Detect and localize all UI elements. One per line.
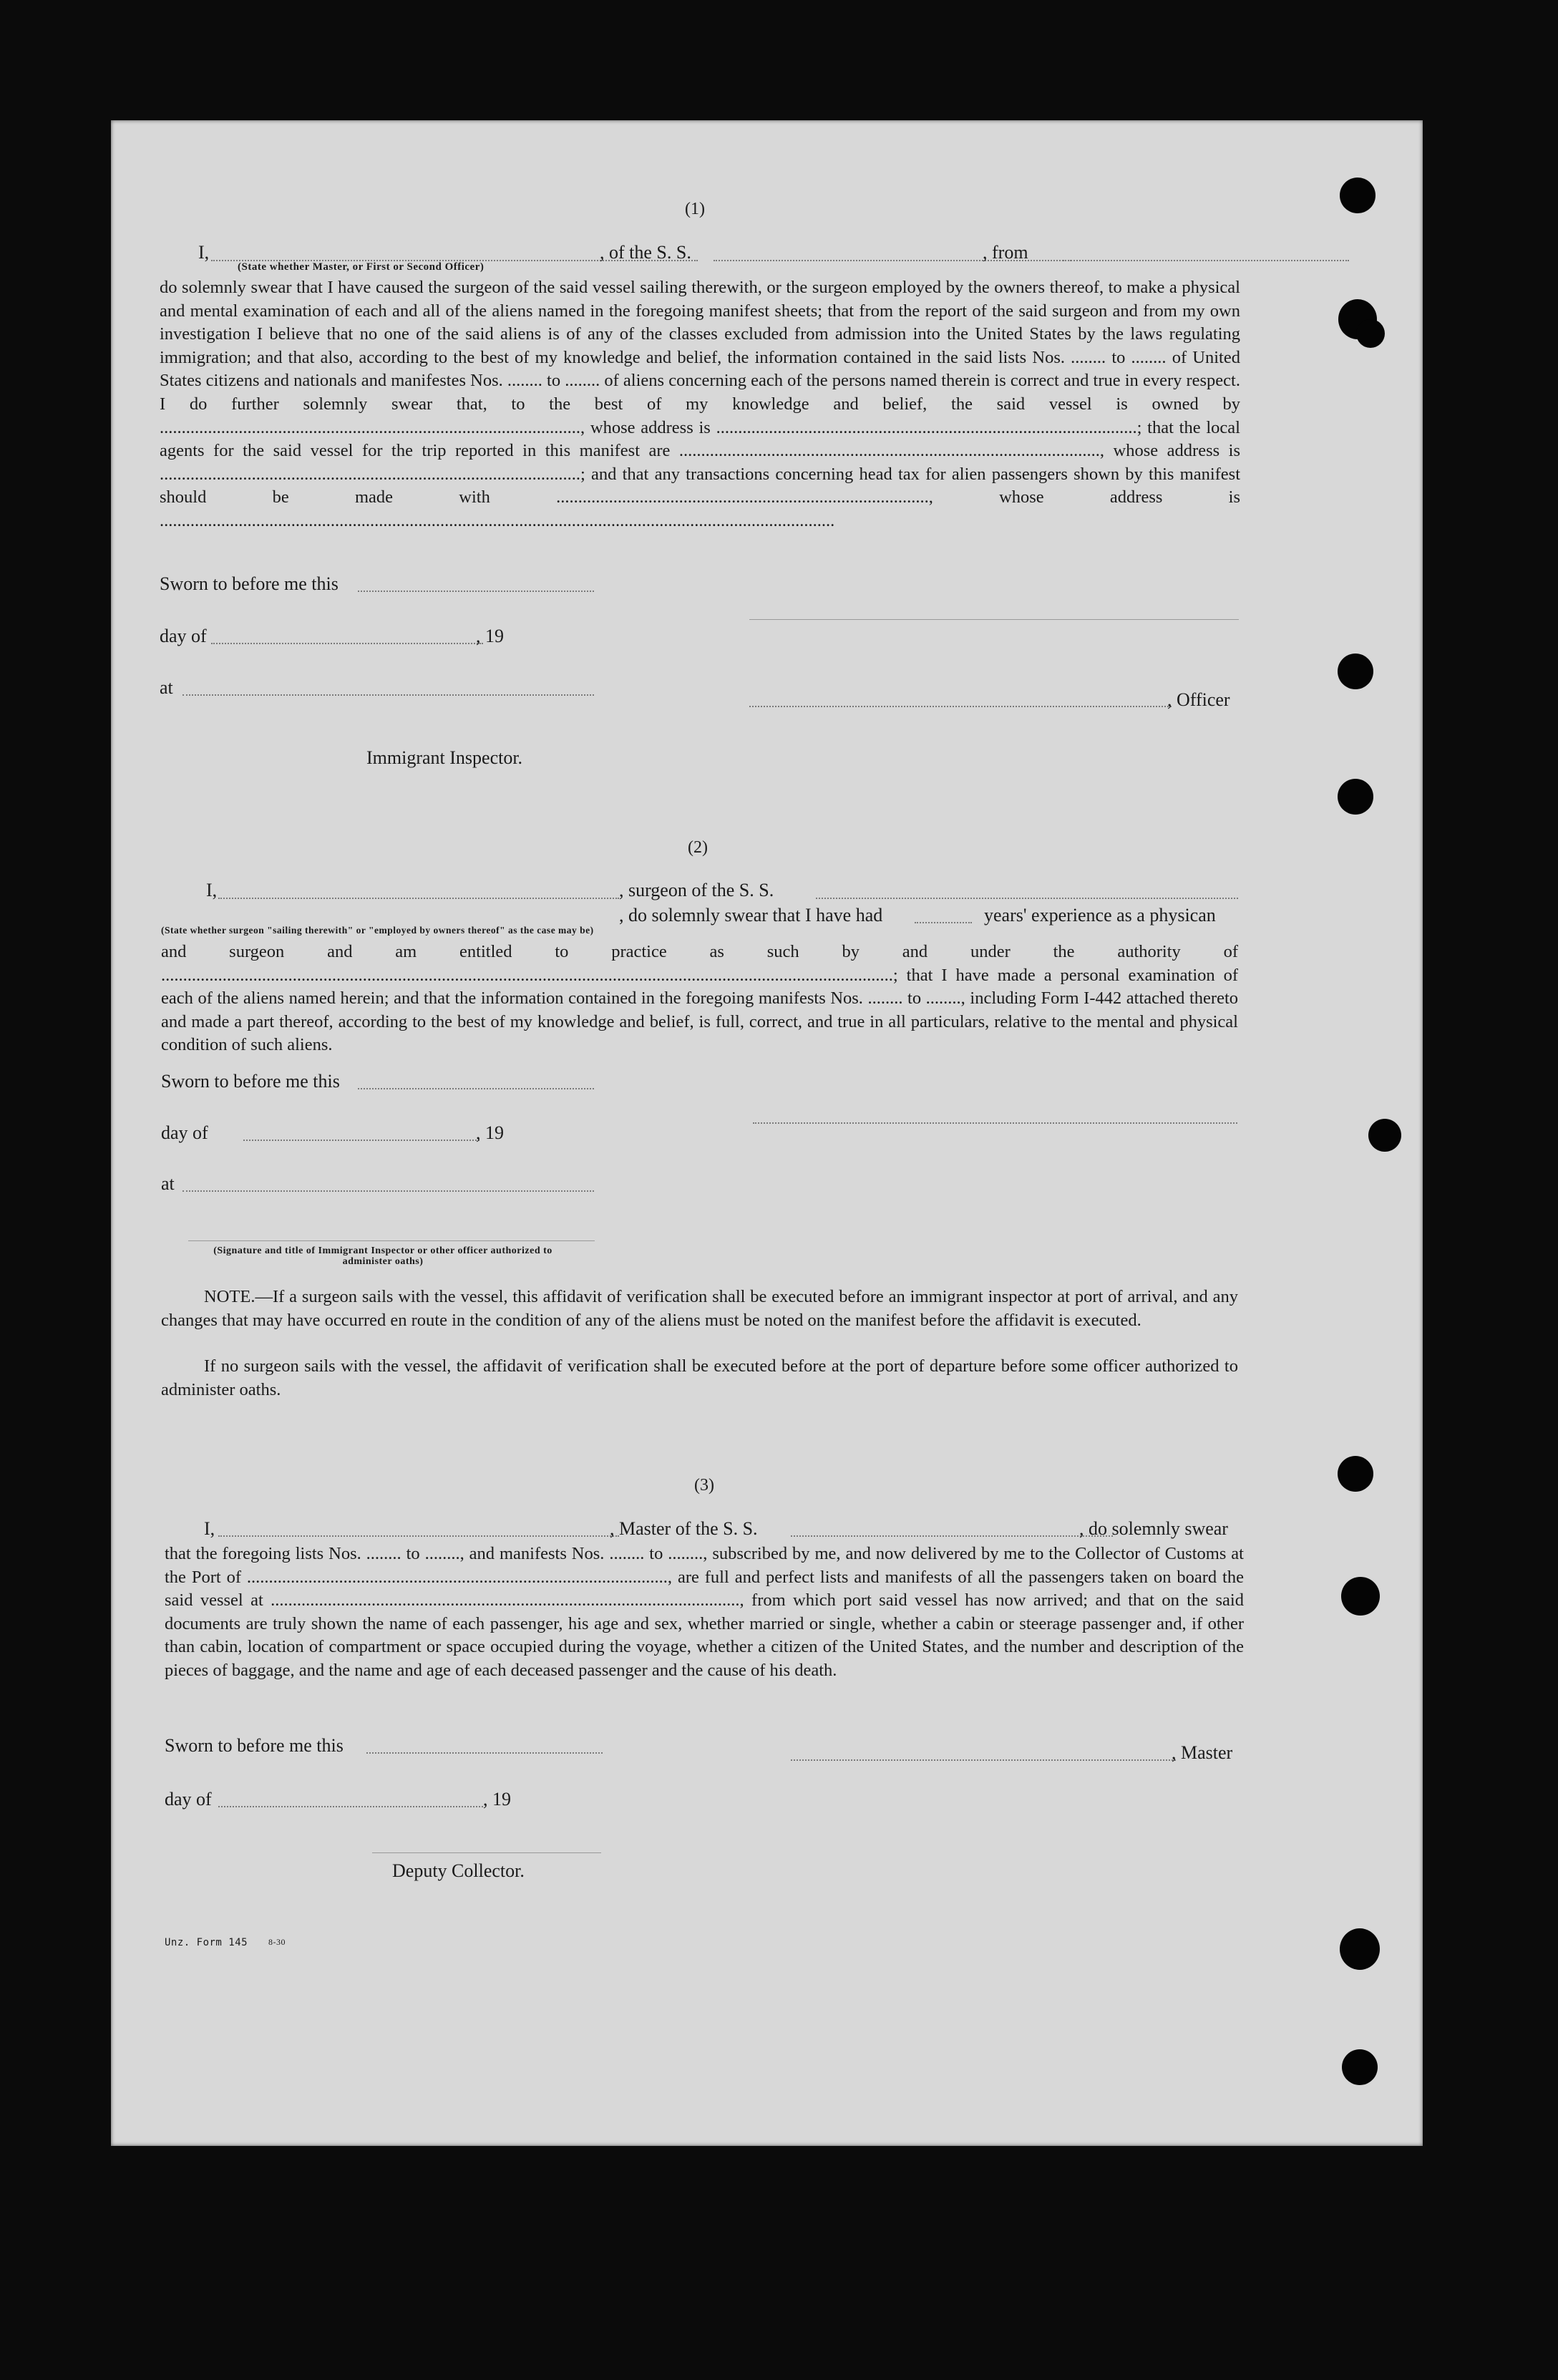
s2-day-of: day of (161, 1122, 208, 1143)
s3-vessel-blank (791, 1535, 1113, 1537)
s2-sig-line (188, 1240, 595, 1241)
form-page (111, 120, 1423, 2146)
s2-years-label: years' experience as a physican (984, 905, 1216, 926)
s3-deputy-sig-line (372, 1852, 601, 1853)
s2-at: at (161, 1173, 175, 1194)
s2-at-blank (182, 1190, 594, 1192)
punch-hole (1368, 1119, 1401, 1152)
s3-paragraph: that the foregoing lists Nos. ........ to ........, and manifests Nos. ........ to ........, subscribed by me, and now delivered by me to the Collector of Customs at the Port of ................................................................................................, are full and perfect lists and manifests of all the passengers taken on board the said vessel at ..........................................................................................................., from which port said vessel has now arrived; and that on the said documents are truly shown the name of each passenger, his age and sex, whether married or single, whether a cabin or steerage passenger and, if other than cabin, location of compartment or space occupied during the voyage, whether a citizen of the United States, and the number and description of the pieces of baggage, and the name and age of each deceased passenger and the cause of his death. (165, 1544, 1244, 1680)
s2-surgeon-of: , surgeon of the S. S. (619, 880, 774, 900)
s3-i-label: I, (204, 1518, 215, 1539)
s3-swear: , do solemnly swear (1079, 1518, 1228, 1539)
s1-paragraph: do solemnly swear that I have caused the surgeon of the said vessel sailing therewith, or the surgeon employed by the owners thereof, to make a physical and mental examination of each and all of the aliens named in the foregoing manifest sheets; that from the report of the said surgeon and from my own investigation I believe that no one of the said aliens is of any of the classes excluded from admission into the United States by the laws regulating immigration; and that also, according to the best of my knowledge and belief, the information contained in the said lists Nos. ........ to ........ of United States citizens and nationals and manifestes Nos. ........ to ........ of aliens concerning each of the persons named therein is correct and true in every respect. I do further solemnly swear that, to the best of my knowledge and belief, the said vessel is owned by ................................................................................................, whose address is ................................................................................................; that the local agents for the said vessel for the trip reported in this manifest are ................................................................................................, whose address is ................................................................................................; and that any transactions concerning head tax for alien passengers shown by this manifest should be made with ....................................................................................., whose address is .......................................................................................................................................................... (160, 278, 1240, 530)
s2-note-2: If no surgeon sails with the vessel, the affidavit of verification shall be executed before at the port of departure before some officer authorized to administer oaths. (161, 1356, 1238, 1399)
s2-swear-had: , do solemnly swear that I have had (619, 905, 883, 926)
s2-sig-blank (753, 1122, 1237, 1124)
s3-nineteen: , 19 (483, 1789, 511, 1810)
s1-immigrant-inspector: Immigrant Inspector. (366, 747, 523, 768)
footer-form-id: Unz. Form 145 (165, 1937, 248, 1948)
s2-sig-note: (Signature and title of Immigrant Inspector or other officer authorized to administer oaths) (213, 1245, 552, 1267)
s3-sworn-blank (366, 1752, 603, 1754)
s2-vessel-blank (816, 898, 1238, 899)
s2-sworn-blank (358, 1088, 594, 1089)
s1-i-label: I, (198, 242, 210, 263)
s1-day-blank (211, 643, 483, 644)
s1-at-blank (182, 694, 594, 696)
s2-sworn: Sworn to before me this (161, 1071, 340, 1092)
punch-hole (1341, 1577, 1380, 1616)
s1-officer-sig-line-top (749, 619, 1239, 620)
s1-day-of: day of (160, 626, 207, 646)
s2-years-blank (915, 922, 972, 923)
s1-of-ss-label: , of the S. S. (600, 242, 691, 263)
s1-officer-label: , Officer (1167, 689, 1230, 710)
punch-hole (1340, 1928, 1380, 1970)
s1-officer-blank (749, 706, 1172, 707)
s1-from-blank (1063, 260, 1349, 261)
s1-nineteen: , 19 (476, 626, 504, 646)
footer-mark: 8-30 (268, 1937, 286, 1947)
s1-state-note: (State whether Master, or First or Second Officer) (238, 261, 485, 273)
punch-hole (1338, 1456, 1373, 1492)
section-2-number: (2) (688, 838, 708, 857)
s2-day-blank (243, 1140, 479, 1141)
s3-master-label: , Master (1172, 1742, 1233, 1763)
s1-from-label: , from (983, 242, 1028, 263)
s1-sworn-blank (358, 591, 594, 592)
s3-name-blank (218, 1535, 619, 1537)
punch-hole (1342, 2049, 1378, 2085)
section-3-number: (3) (694, 1476, 714, 1495)
s1-at: at (160, 677, 173, 698)
s2-note-1: NOTE.—If a surgeon sails with the vessel, this affidavit of verification shall be executed before an immigrant inspector at port of arrival, and any changes that may have occurred en route in the condition of any of the aliens must be noted on the manifest before the affidavit is executed. (161, 1287, 1238, 1330)
s3-deputy-collector: Deputy Collector. (392, 1860, 525, 1881)
s3-sworn: Sworn to before me this (165, 1735, 344, 1756)
s3-day-blank (218, 1806, 483, 1807)
s2-paragraph: and surgeon and am entitled to practice as such by and under the authority of .......................................................................................................................................................................; that I have made a personal examination of each of the aliens named herein; and that the information contained in the foregoing manifests Nos. ........ to ........, including Form I-442 attached thereto and made a part thereof, according to the best of my knowledge and belief, is full, correct, and true in all particulars, relative to the mental and physical condition of such aliens. (161, 942, 1238, 1055)
s2-state-note: (State whether surgeon "sailing therewith" or "employed by owners thereof" as the case may be) (161, 925, 594, 936)
s3-day-of: day of (165, 1789, 212, 1810)
s1-sworn: Sworn to before me this (160, 573, 339, 594)
s3-master-of: , Master of the S. S. (610, 1518, 758, 1539)
s2-i-label: I, (206, 880, 218, 900)
punch-hole (1338, 779, 1373, 815)
section-1-number: (1) (685, 200, 705, 218)
punch-hole (1340, 178, 1376, 213)
s2-name-blank (218, 898, 619, 899)
punch-hole (1338, 654, 1373, 689)
s2-nineteen: , 19 (476, 1122, 504, 1143)
s3-master-blank (791, 1759, 1176, 1761)
punch-hole (1356, 319, 1385, 348)
